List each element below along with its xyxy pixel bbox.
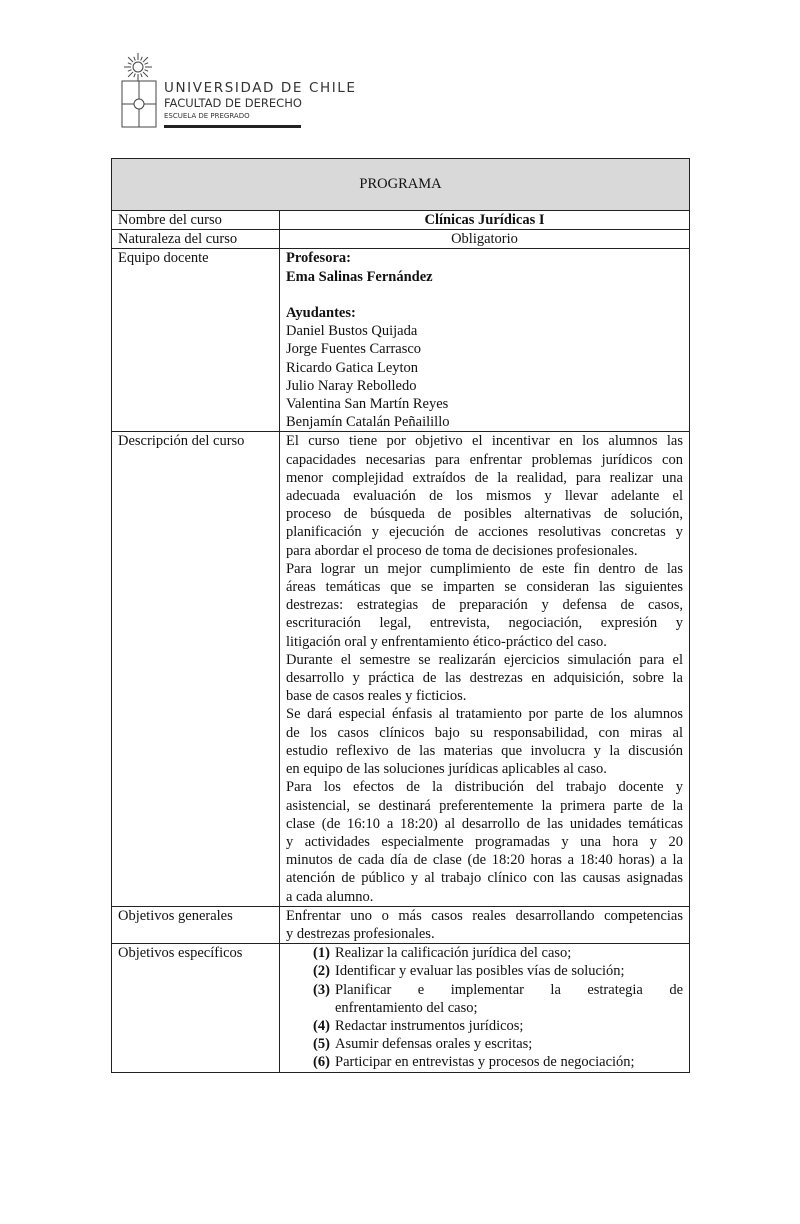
assistant-name: Daniel Bustos Quijada [286,323,418,340]
specific-objective-item [286,981,683,1017]
course-name-label: Nombre del curso [112,211,280,230]
description-paragraph [286,651,683,706]
description-line: a cada alumno. [286,888,374,905]
description-label: Descripción del curso [112,432,280,906]
course-name: Clínicas Jurídicas I [424,212,545,228]
objective-text: enfrentamiento del caso; [335,999,478,1016]
objective-text: Participar en entrevistas y procesos de negociación; [335,1054,635,1071]
description-line: base de casos reales y ficticios. [286,688,467,705]
specific-objectives-label: Objetivos específicos [112,944,280,1072]
nature-value: Obligatorio [280,230,690,249]
description-line: para abordar el proceso de toma de decisiones profesionales. [286,542,638,559]
objective-number: (6) [313,1054,330,1071]
description-line: estudio reflexivo de las materias que involucra y la discusión [286,742,683,759]
team-label: Equipo docente [112,249,280,432]
school-name: ESCUELA DE PREGRADO [164,112,250,120]
description-line: clase (de 16:10 a 18:20) al desarrollo de las unidades temáticas [286,815,683,832]
objective-number: (2) [313,963,330,980]
program-table [111,158,690,1073]
description-line: litigación oral y enfrentamiento ético-práctico del caso. [286,633,607,650]
specific-objective-item [286,1017,683,1035]
header-divider [164,125,301,128]
general-objectives-cell [280,906,690,943]
description-paragraph [286,778,683,905]
objective-text: Realizar la calificación jurídica del caso; [335,945,572,962]
specific-objective-item [286,1035,683,1053]
description-line: adecuada evaluación de los mismos y llevar adelante el [286,488,683,505]
description-line: El curso tiene por objetivo el incentivar en los alumnos las [286,433,683,450]
assistant-name: Valentina San Martín Reyes [286,396,449,413]
description-line: Para lograr un mejor cumplimiento de este fin dentro de las [286,560,683,577]
description-line: capacidades necesarias para enfrentar problemas jurídicos con [286,451,683,468]
objective-number: (1) [313,945,330,962]
objective-text: Redactar instrumentos jurídicos; [335,1017,524,1034]
university-name: UNIVERSIDAD DE CHILE [164,80,357,96]
assistant-name: Julio Naray Rebolledo [286,377,417,394]
description-line: de los casos clínicos bajo su responsabilidad, con miras al [286,724,683,741]
program-title: PROGRAMA [112,159,690,211]
objective-number: (5) [313,1036,330,1053]
institution-name [164,80,357,122]
description-line: desarrollo y práctica de las destrezas en adquisición, sobre la [286,670,683,687]
description-line: planificación y ejecución de acciones resolutivas concretas y [286,524,683,541]
general-objectives-label: Objetivos generales [112,906,280,943]
description-line: escrituración legal, entrevista, negociación, expresión y [286,615,683,632]
objective-number: (4) [313,1017,330,1034]
description-line: proceso de búsqueda de posibles alternativas de solución, [286,506,683,523]
description-line: Se dará especial énfasis al tratamiento por parte de los alumnos [286,706,683,723]
description-line: minutos de cada día de clase (de 18:20 horas a 18:40 horas) a la [286,852,683,869]
specific-objective-item [286,944,683,962]
description-line: áreas temáticas que se imparten se consideran las siguientes [286,579,683,596]
description-paragraph [286,705,683,778]
assistants-label: Ayudantes: [286,305,356,322]
description-line: Para los efectos de la distribución del trabajo docente y [286,779,683,796]
description-paragraph [286,432,683,559]
general-objective-line: y destrezas profesionales. [286,925,435,942]
description-line: destrezas: estrategias de preparación y defensa de casos, [286,597,683,614]
objective-text: Planificar e implementar la estrategia de [335,981,683,998]
description-line: menor complejidad extraídos de la realidad, para realizar una [286,469,683,486]
general-objective-line: Enfrentar uno o más casos reales desarrollando competencias [286,907,683,924]
nature-label: Naturaleza del curso [112,230,280,249]
description-line: en equipo de las soluciones jurídicas aplicables al caso. [286,761,607,778]
description-line: y actividades especialmente programadas y una hora y 20 [286,833,683,850]
specific-objectives-cell [280,944,690,1072]
objective-text: Identificar y evaluar las posibles vías de solución; [335,963,625,980]
objective-text: Asumir defensas orales y escritas; [335,1036,533,1053]
assistant-name: Benjamín Catalán Peñailillo [286,414,450,431]
objective-number: (3) [313,981,330,998]
professor-name: Ema Salinas Fernández [286,268,433,285]
specific-objective-item [286,1053,683,1071]
description-cell [280,432,690,906]
team-cell [280,249,690,432]
specific-objective-item [286,962,683,980]
description-line: asistencial, se destinará preferentemente la primera parte de la [286,797,683,814]
assistant-name: Jorge Fuentes Carrasco [286,341,422,358]
description-line: atención de público y al trabajo clínico con las causas asignadas [286,870,683,887]
description-line: Durante el semestre se realizarán ejercicios simulación para el [286,651,683,668]
professor-label: Profesora: [286,250,351,267]
assistant-name: Ricardo Gatica Leyton [286,359,419,376]
faculty-name: FACULTAD DE DERECHO [164,96,302,110]
description-paragraph [286,560,683,651]
